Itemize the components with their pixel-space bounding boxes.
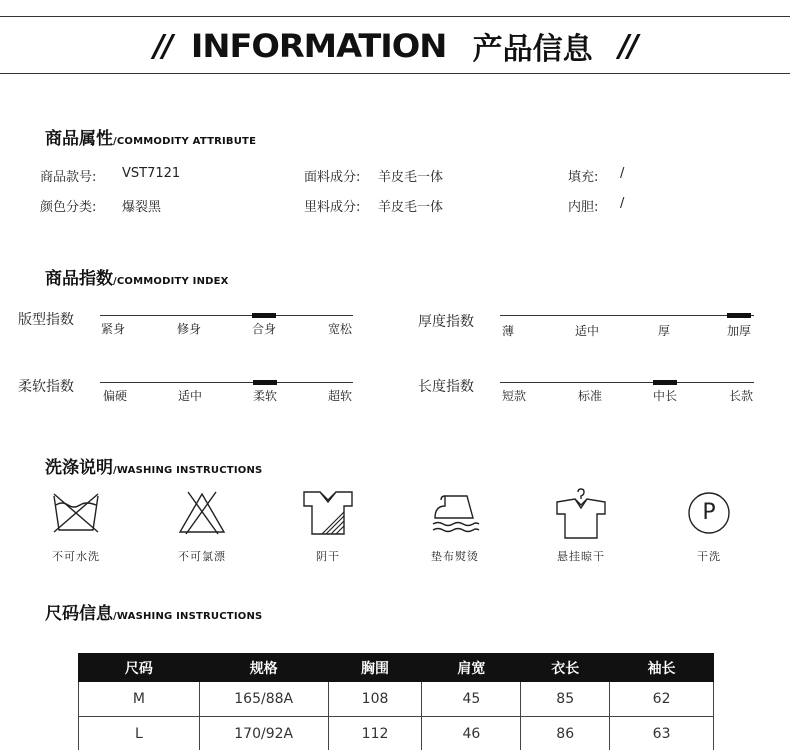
- size-col-header: 规格: [199, 654, 328, 682]
- no-bleach-icon: [162, 488, 242, 536]
- attr-liner-label: 内胆:: [568, 200, 599, 215]
- scale-length-option: 长款: [729, 389, 754, 403]
- header-band: [0, 16, 790, 74]
- scale-softness-option: 适中: [178, 389, 203, 403]
- size-col-header: 肩宽: [422, 654, 521, 682]
- scale-fit-marker: [252, 313, 276, 318]
- table-cell: 86: [521, 717, 610, 750]
- attr-lining-value: 羊皮毛一体: [378, 200, 444, 215]
- no-wash-label: 不可水洗: [52, 550, 100, 563]
- scale-thickness-option: 加厚: [727, 324, 752, 338]
- attribute-title-cn: 商品属性: [45, 129, 113, 149]
- table-cell: 108: [328, 682, 422, 717]
- scale-fit-option: 合身: [252, 322, 277, 336]
- table-cell: 62: [610, 682, 714, 717]
- washing-title-en: /WASHING INSTRUCTIONS: [113, 465, 263, 476]
- attr-filling-value: /: [620, 166, 625, 181]
- washing-section-heading: [45, 453, 262, 478]
- scale-fit-option: 修身: [177, 322, 202, 336]
- iron-with-cloth-icon: [415, 488, 495, 536]
- scale-thickness-line: [500, 315, 754, 316]
- scale-length-option: 中长: [653, 389, 678, 403]
- scale-thickness-option: 厚: [658, 324, 671, 338]
- header-title-en: INFORMATION: [191, 27, 447, 65]
- size-col-header: 尺码: [79, 654, 200, 682]
- header-title-cn: 产品信息: [472, 32, 593, 67]
- table-cell: 45: [422, 682, 521, 717]
- scale-softness-option: 柔软: [253, 389, 278, 403]
- attr-color-value: 爆裂黑: [122, 200, 162, 215]
- scale-length-marker: [653, 380, 677, 385]
- index-section-heading: [45, 264, 229, 289]
- scale-fit-option: 紧身: [101, 322, 126, 336]
- attr-liner-value: /: [620, 196, 625, 211]
- no-bleach-label: 不可氯漂: [178, 550, 226, 563]
- table-cell: 112: [328, 717, 422, 750]
- attr-fabric-label: 面料成分:: [304, 170, 361, 185]
- attr-fabric-value: 羊皮毛一体: [378, 170, 444, 185]
- attr-filling-label: 填充:: [568, 170, 599, 185]
- table-cell: 165/88A: [199, 682, 328, 717]
- scale-thickness-marker: [727, 313, 751, 318]
- index-title-cn: 商品指数: [45, 269, 113, 289]
- table-row: [79, 682, 714, 717]
- shade-dry-label: 阴干: [316, 550, 340, 563]
- scale-softness-marker: [253, 380, 277, 385]
- size-table: [78, 653, 714, 750]
- washing-title-cn: 洗涤说明: [45, 458, 113, 478]
- table-cell: 170/92A: [199, 717, 328, 750]
- shade-dry-icon: [288, 488, 368, 536]
- size-table-header-row: [79, 654, 714, 682]
- scale-length-line: [500, 382, 754, 383]
- size-title-cn: 尺码信息: [45, 604, 113, 624]
- table-cell: M: [79, 682, 200, 717]
- table-cell: 63: [610, 717, 714, 750]
- hang-dry-label: 悬挂晾干: [557, 550, 605, 563]
- scale-thickness-option: 适中: [575, 324, 600, 338]
- table-cell: 46: [422, 717, 521, 750]
- header-slash-right: //: [618, 28, 637, 64]
- scale-softness-line: [100, 382, 353, 383]
- table-cell: L: [79, 717, 200, 750]
- size-col-header: 袖长: [610, 654, 714, 682]
- scale-thickness-title: 厚度指数: [418, 314, 474, 330]
- attr-color-label: 颜色分类:: [40, 200, 97, 215]
- dry-clean-label: 干洗: [697, 550, 721, 563]
- scale-thickness-option: 薄: [502, 324, 515, 338]
- scale-length-option: 标准: [578, 389, 603, 403]
- dry-clean-icon: [669, 488, 749, 536]
- size-section-heading: [45, 599, 262, 624]
- scale-length-title: 长度指数: [418, 379, 474, 395]
- attr-style-no-value: VST7121: [122, 166, 181, 181]
- iron-with-cloth-label: 垫布熨烫: [431, 550, 479, 563]
- scale-softness-option: 偏硬: [103, 389, 128, 403]
- scale-softness-option: 超软: [328, 389, 353, 403]
- scale-softness-title: 柔软指数: [18, 379, 74, 395]
- header-title-row: [0, 17, 790, 75]
- no-wash-icon: [36, 488, 116, 536]
- hang-dry-icon: [541, 488, 621, 540]
- index-title-en: /COMMODITY INDEX: [113, 276, 229, 287]
- dry-clean-glyph: P: [702, 500, 716, 525]
- scale-fit-title: 版型指数: [18, 312, 74, 328]
- attr-style-no-label: 商品款号:: [40, 170, 97, 185]
- table-cell: 85: [521, 682, 610, 717]
- attr-lining-label: 里料成分:: [304, 200, 361, 215]
- table-row: [79, 717, 714, 750]
- size-col-header: 胸围: [328, 654, 422, 682]
- scale-length-option: 短款: [502, 389, 527, 403]
- size-col-header: 衣长: [521, 654, 610, 682]
- scale-fit-line: [100, 315, 353, 316]
- attribute-section-heading: [45, 124, 256, 149]
- attribute-title-en: /COMMODITY ATTRIBUTE: [113, 136, 257, 147]
- size-title-en: /WASHING INSTRUCTIONS: [113, 611, 263, 622]
- header-slash-left: //: [153, 28, 172, 64]
- scale-fit-option: 宽松: [328, 322, 353, 336]
